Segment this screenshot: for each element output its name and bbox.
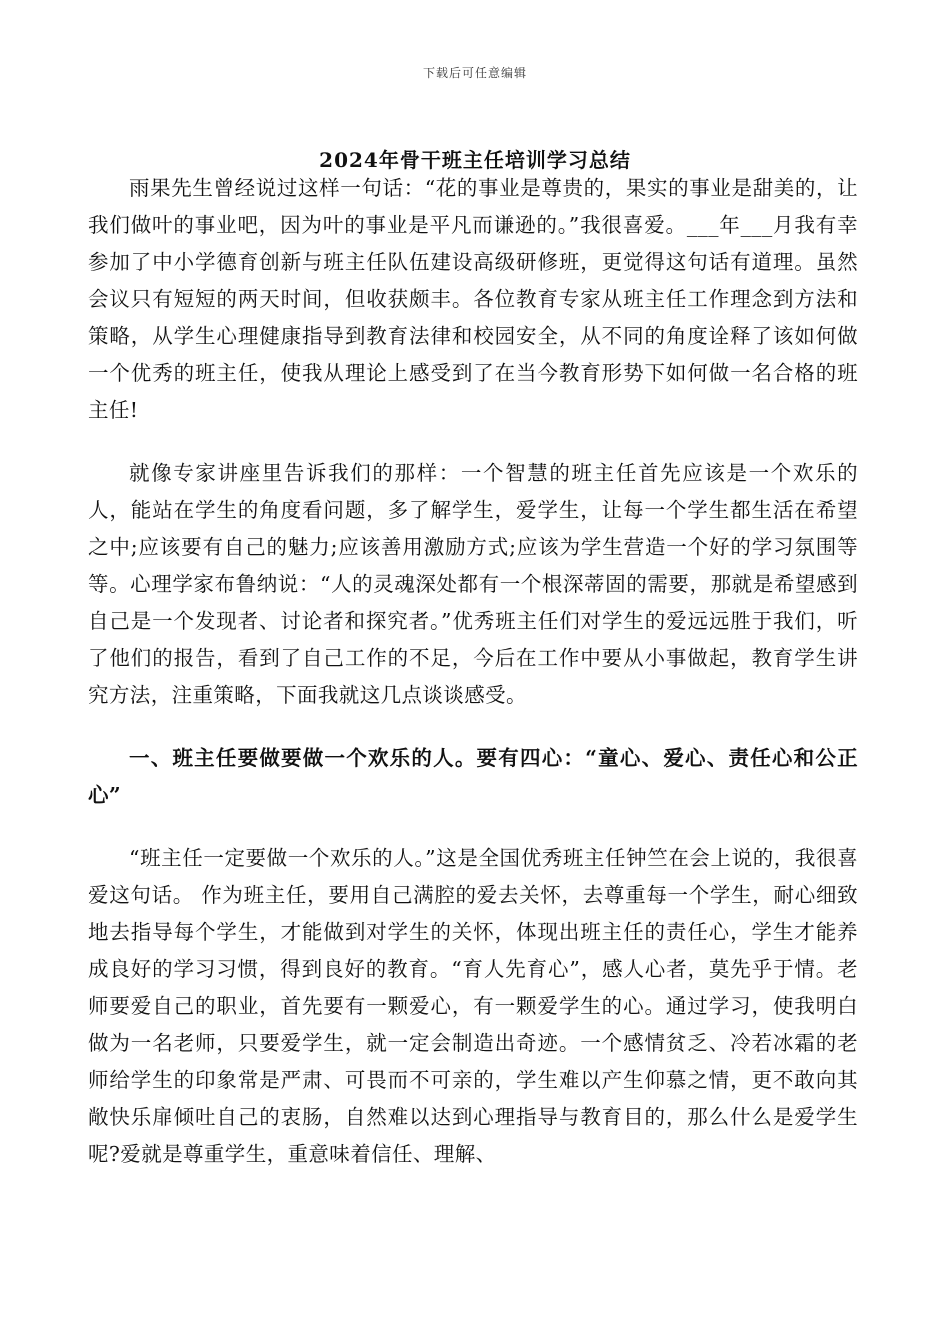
section-heading-1: 一、班主任要做要做一个欢乐的人。要有四心：“童心、爱心、责任心和公正心” <box>88 746 858 807</box>
page-header-note: 下载后可任意编辑 <box>422 66 527 80</box>
paragraph-expert-lecture: 就像专家讲座里告诉我们的那样：一个智慧的班主任首先应该是一个欢乐的人，能站在学生的角度看问题，多了解学生，爱学生，让每一个学生都生活在希望之中;应该要有自己的魅力;应该善用激励方式;应该为学生营造一个好的学习氛围等等。心理学家布鲁纳说：“人的灵魂深处都有一个根深蒂固的需要，那就是希望感到自己是一个发现者、讨论者和探究者。”优秀班主任们对学生的爱远远胜于我们，听了他们的报告，看到了自己工作的不足，今后在工作中要从小事做起，教育学生讲究方法，注重策略，下面我就这几点谈谈感受。 <box>88 461 858 707</box>
paragraph-intro: 雨果先生曾经说过这样一句话：“花的事业是尊贵的，果实的事业是甜美的，让我们做叶的事业吧，因为叶的事业是平凡而谦逊的。”我很喜爱。___年___月我有幸参加了中小学德育创新与班主任队伍建设高级研修班，更觉得这句话有道理。虽然会议只有短短的两天时间，但收获颇丰。各位教育专家从班主任工作理念到方法和策略，从学生心理健康指导到教育法律和校园安全，从不同的角度诠释了该如何做一个优秀的班主任，使我从理论上感受到了在当今教育形势下如何做一名合格的班主任! <box>88 176 858 422</box>
document-title: 2024年骨干班主任培训学习总结 <box>319 148 631 172</box>
document-body <box>88 170 858 1173</box>
paragraph-spacer <box>88 814 858 840</box>
paragraph-spacer <box>88 714 858 740</box>
paragraph-section-1: “班主任一定要做一个欢乐的人。”这是全国优秀班主任钟竺在会上说的，我很喜爱这句话。 作为班主任，要用自己满腔的爱去关怀，去尊重每一个学生，耐心细致地去指导每个学生，才能做到对学生的关怀，体现出班主任的责任心，学生才能养成良好的学习习惯，得到良好的教育。“育人先育心”，感人心者，莫先乎于情。老师要爱自己的职业，首先要有一颗爱心，有一颗爱学生的心。通过学习，使我明白做为一名老师，只要爱学生，就一定会制造出奇迹。一个感情贫乏、冷若冰霜的老师给学生的印象常是严肃、可畏而不可亲的，学生难以产生仰慕之情，更不敢向其敞快乐扉倾吐自己的衷肠，自然难以达到心理指导与教育目的，那么什么是爱学生呢?爱就是尊重学生，重意味着信任、理解、 <box>88 846 858 1166</box>
paragraph-spacer <box>88 429 858 455</box>
